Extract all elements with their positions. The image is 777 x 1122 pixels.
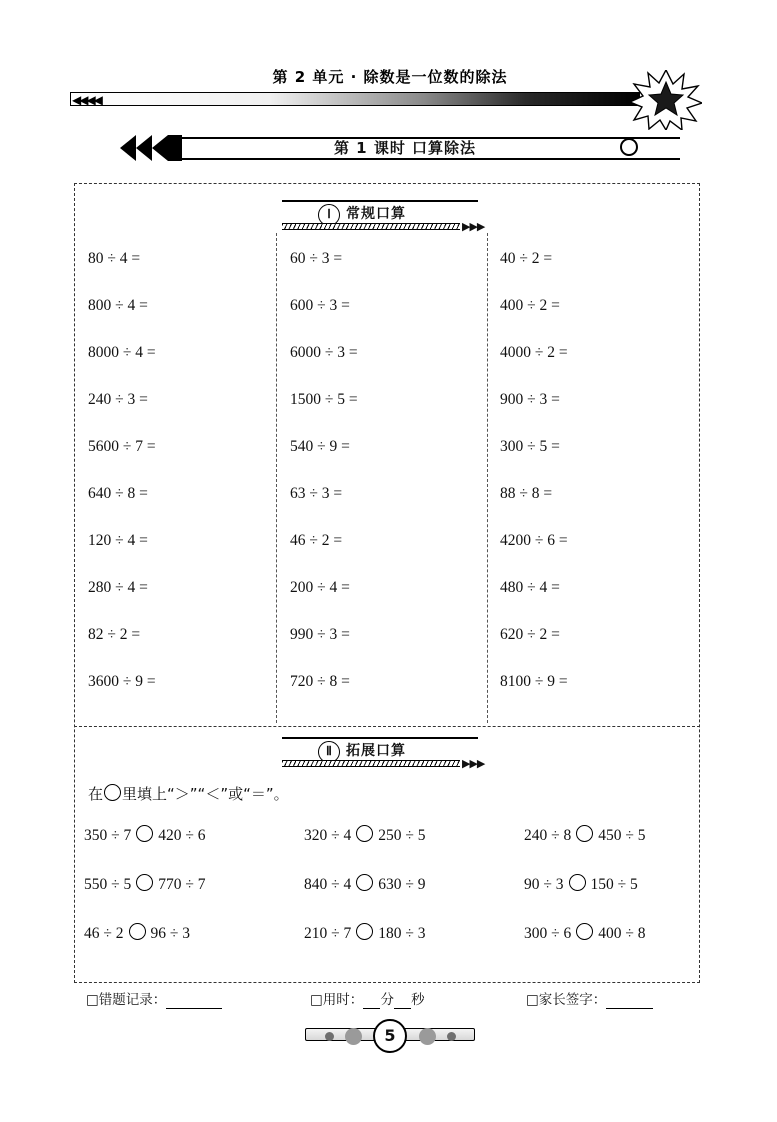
page-header	[70, 66, 710, 126]
chevron-left-icon: ◀◀◀◀	[72, 93, 101, 107]
comparison-left: 210 ÷ 7	[304, 925, 352, 942]
comparison-right: 96 ÷ 3	[150, 925, 191, 942]
signature-blank[interactable]	[606, 992, 653, 1009]
page-number-bar	[305, 1017, 475, 1051]
comparison-item	[84, 825, 206, 845]
circle-blank-icon[interactable]	[356, 825, 373, 842]
unit-title: 第 2 单元 · 除数是一位数的除法	[272, 68, 508, 86]
error-log-field	[86, 988, 222, 1009]
signature-label: □家长签字：	[526, 992, 607, 1008]
problem-item: 120 ÷ 4 =	[88, 532, 148, 549]
comparison-right: 420 ÷ 6	[158, 827, 206, 844]
section-1-number: Ⅰ	[318, 204, 340, 226]
problem-item: 720 ÷ 8 =	[290, 673, 350, 690]
comparison-right: 180 ÷ 3	[378, 925, 426, 942]
problem-item: 63 ÷ 3 =	[290, 485, 343, 502]
comparison-left: 320 ÷ 4	[304, 827, 352, 844]
time-label: □用时：	[310, 992, 364, 1008]
problem-column-3	[500, 250, 690, 720]
error-log-label: □错题记录：	[86, 992, 167, 1008]
banner-arrows-icon: ▶▶▶	[462, 220, 485, 233]
comparison-right: 450 ÷ 5	[598, 827, 646, 844]
problem-item: 540 ÷ 9 =	[290, 438, 350, 455]
problem-item: 800 ÷ 4 =	[88, 297, 148, 314]
section-1-banner	[282, 203, 502, 233]
decorative-dot	[325, 1032, 334, 1041]
time-seconds-blank[interactable]	[394, 992, 411, 1009]
comparison-right: 400 ÷ 8	[598, 925, 646, 942]
problem-item: 88 ÷ 8 =	[500, 485, 553, 502]
comparison-grid	[84, 825, 694, 972]
comparison-item	[524, 825, 646, 845]
comparison-left: 840 ÷ 4	[304, 876, 352, 893]
problem-item: 1500 ÷ 5 =	[290, 391, 358, 408]
comparison-item	[304, 874, 426, 894]
banner-line	[282, 200, 478, 202]
banner-hatch	[282, 223, 460, 230]
problem-item: 8100 ÷ 9 =	[500, 673, 568, 690]
problem-item: 5600 ÷ 7 =	[88, 438, 156, 455]
circle-blank-icon[interactable]	[569, 874, 586, 891]
problem-item: 8000 ÷ 4 =	[88, 344, 156, 361]
problem-item: 6000 ÷ 3 =	[290, 344, 358, 361]
instruction-prefix: 在	[88, 785, 104, 803]
comparison-row	[84, 825, 694, 874]
time-field	[310, 988, 425, 1009]
section-2-banner	[282, 740, 502, 770]
circle-blank-icon[interactable]	[136, 874, 153, 891]
circle-blank-icon[interactable]	[356, 874, 373, 891]
problem-item: 46 ÷ 2 =	[290, 532, 343, 549]
comparison-left: 550 ÷ 5	[84, 876, 132, 893]
lesson-title: 第 1 课时 口算除法	[333, 139, 477, 157]
lesson-line-bottom	[180, 158, 680, 160]
circle-blank-icon[interactable]	[576, 923, 593, 940]
problem-item: 640 ÷ 8 =	[88, 485, 148, 502]
circle-blank-icon	[104, 784, 121, 801]
problem-item: 40 ÷ 2 =	[500, 250, 553, 267]
problem-item: 480 ÷ 4 =	[500, 579, 560, 596]
comparison-item	[84, 874, 206, 894]
circle-blank-icon[interactable]	[356, 923, 373, 940]
comparison-right: 630 ÷ 9	[378, 876, 426, 893]
comparison-left: 300 ÷ 6	[524, 925, 572, 942]
instruction-suffix: 里填上“＞”“＜”或“＝”。	[122, 785, 289, 803]
section-divider	[74, 726, 700, 727]
problem-item: 4000 ÷ 2 =	[500, 344, 568, 361]
lesson-circle-marker	[620, 138, 638, 156]
problem-item: 620 ÷ 2 =	[500, 626, 560, 643]
circle-blank-icon[interactable]	[576, 825, 593, 842]
problem-column-2	[290, 250, 480, 720]
decorative-dot	[447, 1032, 456, 1041]
page-footer	[86, 988, 696, 1010]
banner-line	[282, 737, 478, 739]
time-minutes-blank[interactable]	[363, 992, 380, 1009]
starburst-icon	[630, 70, 702, 130]
signature-field	[526, 988, 653, 1009]
problem-item: 200 ÷ 4 =	[290, 579, 350, 596]
comparison-item	[304, 825, 426, 845]
circle-blank-icon[interactable]	[129, 923, 146, 940]
problem-item: 82 ÷ 2 =	[88, 626, 141, 643]
comparison-left: 240 ÷ 8	[524, 827, 572, 844]
comparison-right: 770 ÷ 7	[158, 876, 206, 893]
problem-item: 900 ÷ 3 =	[500, 391, 560, 408]
lesson-arrow-icon	[120, 133, 184, 163]
problem-item: 600 ÷ 3 =	[290, 297, 350, 314]
problem-item: 400 ÷ 2 =	[500, 297, 560, 314]
column-divider-2	[487, 233, 488, 723]
comparison-left: 350 ÷ 7	[84, 827, 132, 844]
problem-item: 280 ÷ 4 =	[88, 579, 148, 596]
time-minutes-unit: 分	[380, 992, 394, 1008]
header-gradient-bar	[70, 92, 640, 106]
problem-item: 3600 ÷ 9 =	[88, 673, 156, 690]
circle-blank-icon[interactable]	[136, 825, 153, 842]
problem-item: 60 ÷ 3 =	[290, 250, 343, 267]
decorative-dot	[419, 1028, 436, 1045]
comparison-right: 250 ÷ 5	[378, 827, 426, 844]
section-2-instruction	[88, 783, 289, 804]
problem-item: 990 ÷ 3 =	[290, 626, 350, 643]
decorative-dot	[345, 1028, 362, 1045]
banner-hatch	[282, 760, 460, 767]
problem-item: 240 ÷ 3 =	[88, 391, 148, 408]
comparison-row	[84, 923, 694, 972]
comparison-item	[524, 874, 638, 894]
comparison-item	[304, 923, 426, 943]
lesson-bar	[120, 133, 650, 163]
problem-item: 80 ÷ 4 =	[88, 250, 141, 267]
problem-item: 300 ÷ 5 =	[500, 438, 560, 455]
section-1-label: 常规口算	[346, 206, 406, 222]
comparison-item	[524, 923, 646, 943]
time-seconds-unit: 秒	[411, 992, 425, 1008]
section-2-label: 拓展口算	[346, 743, 406, 759]
section-2-number: Ⅱ	[318, 741, 340, 763]
banner-arrows-icon: ▶▶▶	[462, 757, 485, 770]
comparison-row	[84, 874, 694, 923]
problem-item: 4200 ÷ 6 =	[500, 532, 568, 549]
comparison-right: 150 ÷ 5	[590, 876, 638, 893]
comparison-left: 46 ÷ 2	[84, 925, 124, 942]
comparison-item	[84, 923, 190, 943]
page-number: 5	[373, 1019, 407, 1053]
error-log-blank[interactable]	[166, 992, 222, 1009]
problem-column-1	[88, 250, 278, 720]
comparison-left: 90 ÷ 3	[524, 876, 564, 893]
